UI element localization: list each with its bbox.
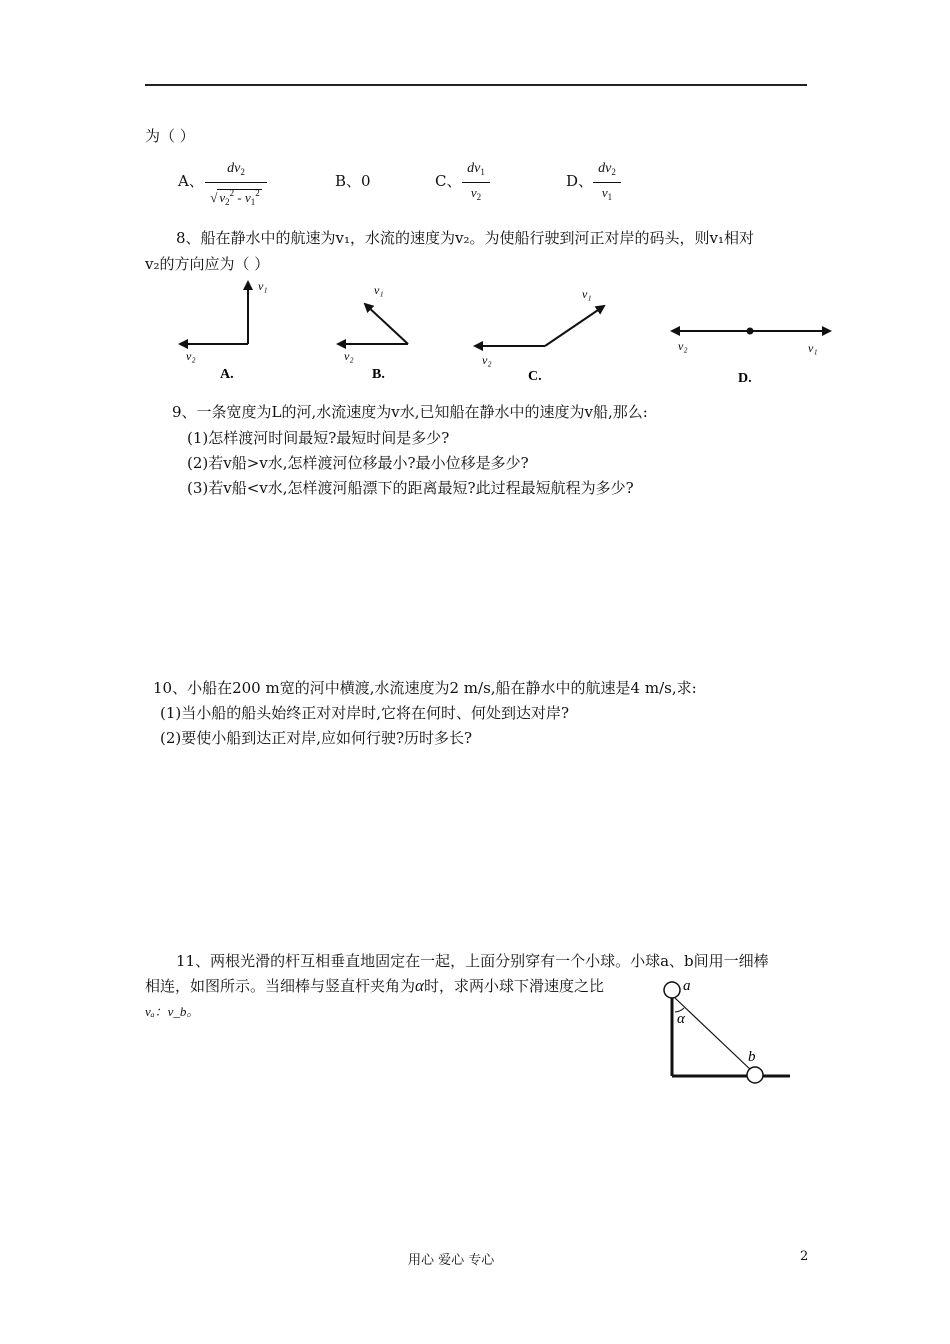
q11-figure [655, 968, 805, 1093]
q10-part-2: (2)要使小船到达正对岸,应如何行驶?历时多长? [160, 729, 473, 747]
q11-ratio: vₐ：v_b。 [145, 1004, 200, 1019]
q9-part-1: (1)怎样渡河时间最短?最短时间是多少? [187, 429, 450, 447]
c-v2-label: v₂ [482, 353, 492, 367]
angle-label: α [677, 1011, 685, 1027]
ball-a-label: a [683, 978, 691, 994]
option-b-diagram [338, 283, 408, 382]
q7-option-a-fraction: $dv_2$ √ $v_2^2 - v_1^2$ [205, 160, 267, 211]
q9-part-2: (2)若v船>v水,怎样渡河位移最小?最小位移是多少? [187, 454, 529, 472]
q10-part-1: (1)当小船的船头始终正对对岸时,它将在何时、何处到达对岸? [160, 704, 570, 722]
q8-line1: 8、船在静水中的航速为v₁，水流的速度为v₂。为使船行驶到河正对岸的码头，则v₁相对 [176, 229, 755, 247]
q7-option-c-label: C、 [435, 172, 462, 190]
d-v1-label: v₁ [808, 341, 818, 355]
q7-option-d-label: D、 [566, 172, 594, 190]
q10-stem: 10、小船在200 m宽的河中横渡,水流速度为2 m/s,船在静水中的航速是4 m/s,求: [153, 679, 697, 697]
option-a-diagram [180, 279, 268, 382]
d-v2-label: v₂ [678, 339, 688, 353]
a-option-label: A. [220, 367, 234, 382]
q9-stem: 9、一条宽度为L的河,水流速度为v水,已知船在静水中的速度为v船,那么: [172, 403, 648, 421]
connecting-rod [675, 998, 753, 1072]
q8-line2: v₂的方向应为（ ） [145, 255, 270, 273]
a-v1-label: v₁ [258, 279, 268, 293]
footer-text: 用心 爱心 专心 [408, 1253, 495, 1268]
ball-b-label: b [748, 1049, 756, 1065]
q8-vector-figure [160, 272, 850, 392]
ball-b [747, 1067, 763, 1083]
ball-a [664, 982, 680, 998]
q11-line2: 相连，如图所示。当细棒与竖直杆夹角为α时，求两小球下滑速度之比 [145, 976, 604, 995]
q7-option-c-fraction: $dv_1$ $v_2$ [462, 160, 490, 206]
header-rule [145, 84, 807, 86]
c-option-label: C. [528, 369, 542, 384]
d-option-label: D. [738, 371, 752, 386]
page-number: 2 [800, 1249, 809, 1264]
q7-option-d-fraction: $dv_2$ $v_1$ [593, 160, 621, 206]
q9-part-3: (3)若v船<v水,怎样渡河船漂下的距离最短?此过程最短航程为多少? [187, 479, 634, 497]
q7-option-a-label: A、 [178, 172, 204, 190]
q7-option-b: B、0 [335, 172, 371, 190]
a-v2-label: v₂ [186, 349, 196, 363]
option-d-diagram [672, 328, 830, 387]
c-v1-label: v₁ [582, 287, 592, 301]
q7-continuation: 为（ ） [145, 127, 195, 145]
b-v1-label: v₁ [374, 283, 384, 297]
option-c-diagram [475, 287, 604, 384]
b-v2-label: v₂ [344, 349, 354, 363]
q11-line1: 11、两根光滑的杆互相垂直地固定在一起，上面分别穿有一个小球。小球a、b间用一细棒 [176, 952, 769, 970]
b-option-label: B. [372, 367, 385, 382]
